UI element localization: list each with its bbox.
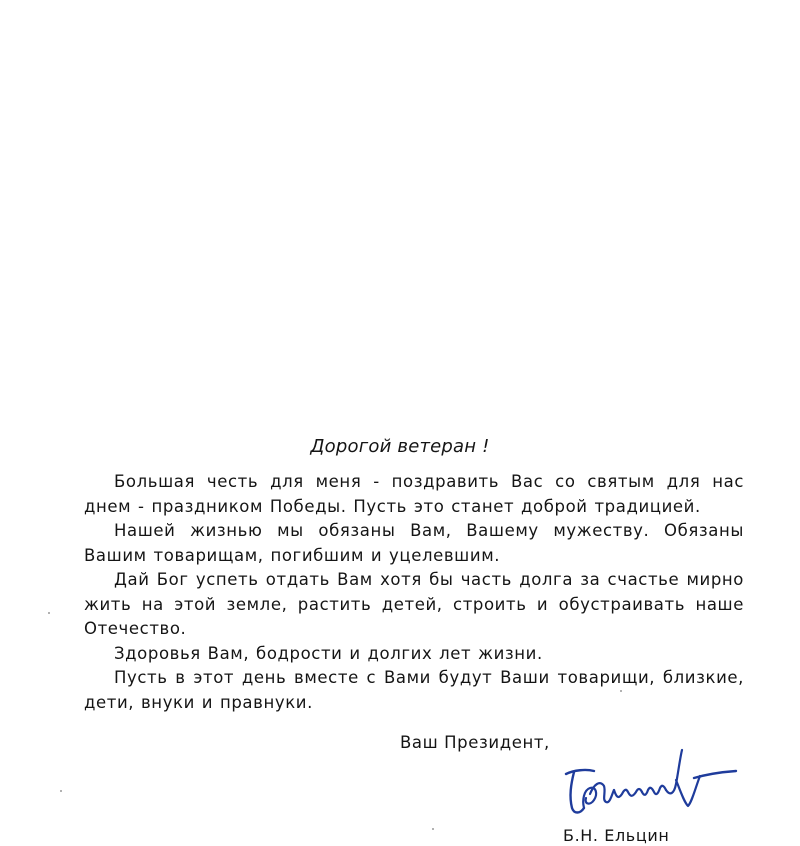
signature-image bbox=[560, 744, 740, 818]
scan-speck bbox=[48, 612, 50, 614]
signer-name: Б.Н. Ельцин bbox=[563, 826, 670, 845]
letter-closing: Ваш Президент, bbox=[400, 733, 550, 752]
paragraph-4: Здоровья Вам, бодрости и долгих лет жизни. bbox=[114, 643, 543, 663]
scan-speck bbox=[432, 828, 434, 830]
letter-greeting: Дорогой ветеран ! bbox=[310, 436, 490, 457]
paragraph-2: Нашей жизнью мы обязаны Вам, Вашему мужеству. Обязаны Вашим товарищам, погибшим и уцелевшим. bbox=[84, 521, 744, 565]
paragraph-3: Дай Бог успеть отдать Вам хотя бы часть долга за счастье мирно жить на этой земле, растить детей, строить и обустраивать наше Отечество. bbox=[84, 570, 744, 638]
scan-speck bbox=[60, 790, 62, 792]
paragraph-1: Большая честь для меня - поздравить Вас со святым для нас днем - праздником Победы. Пусть это станет доброй традицией. bbox=[84, 472, 744, 516]
letter-body bbox=[84, 470, 744, 715]
paragraph-5: Пусть в этот день вместе с Вами будут Ваши товарищи, близкие, дети, внуки и правнуки. bbox=[84, 668, 744, 712]
scan-speck bbox=[620, 690, 622, 692]
